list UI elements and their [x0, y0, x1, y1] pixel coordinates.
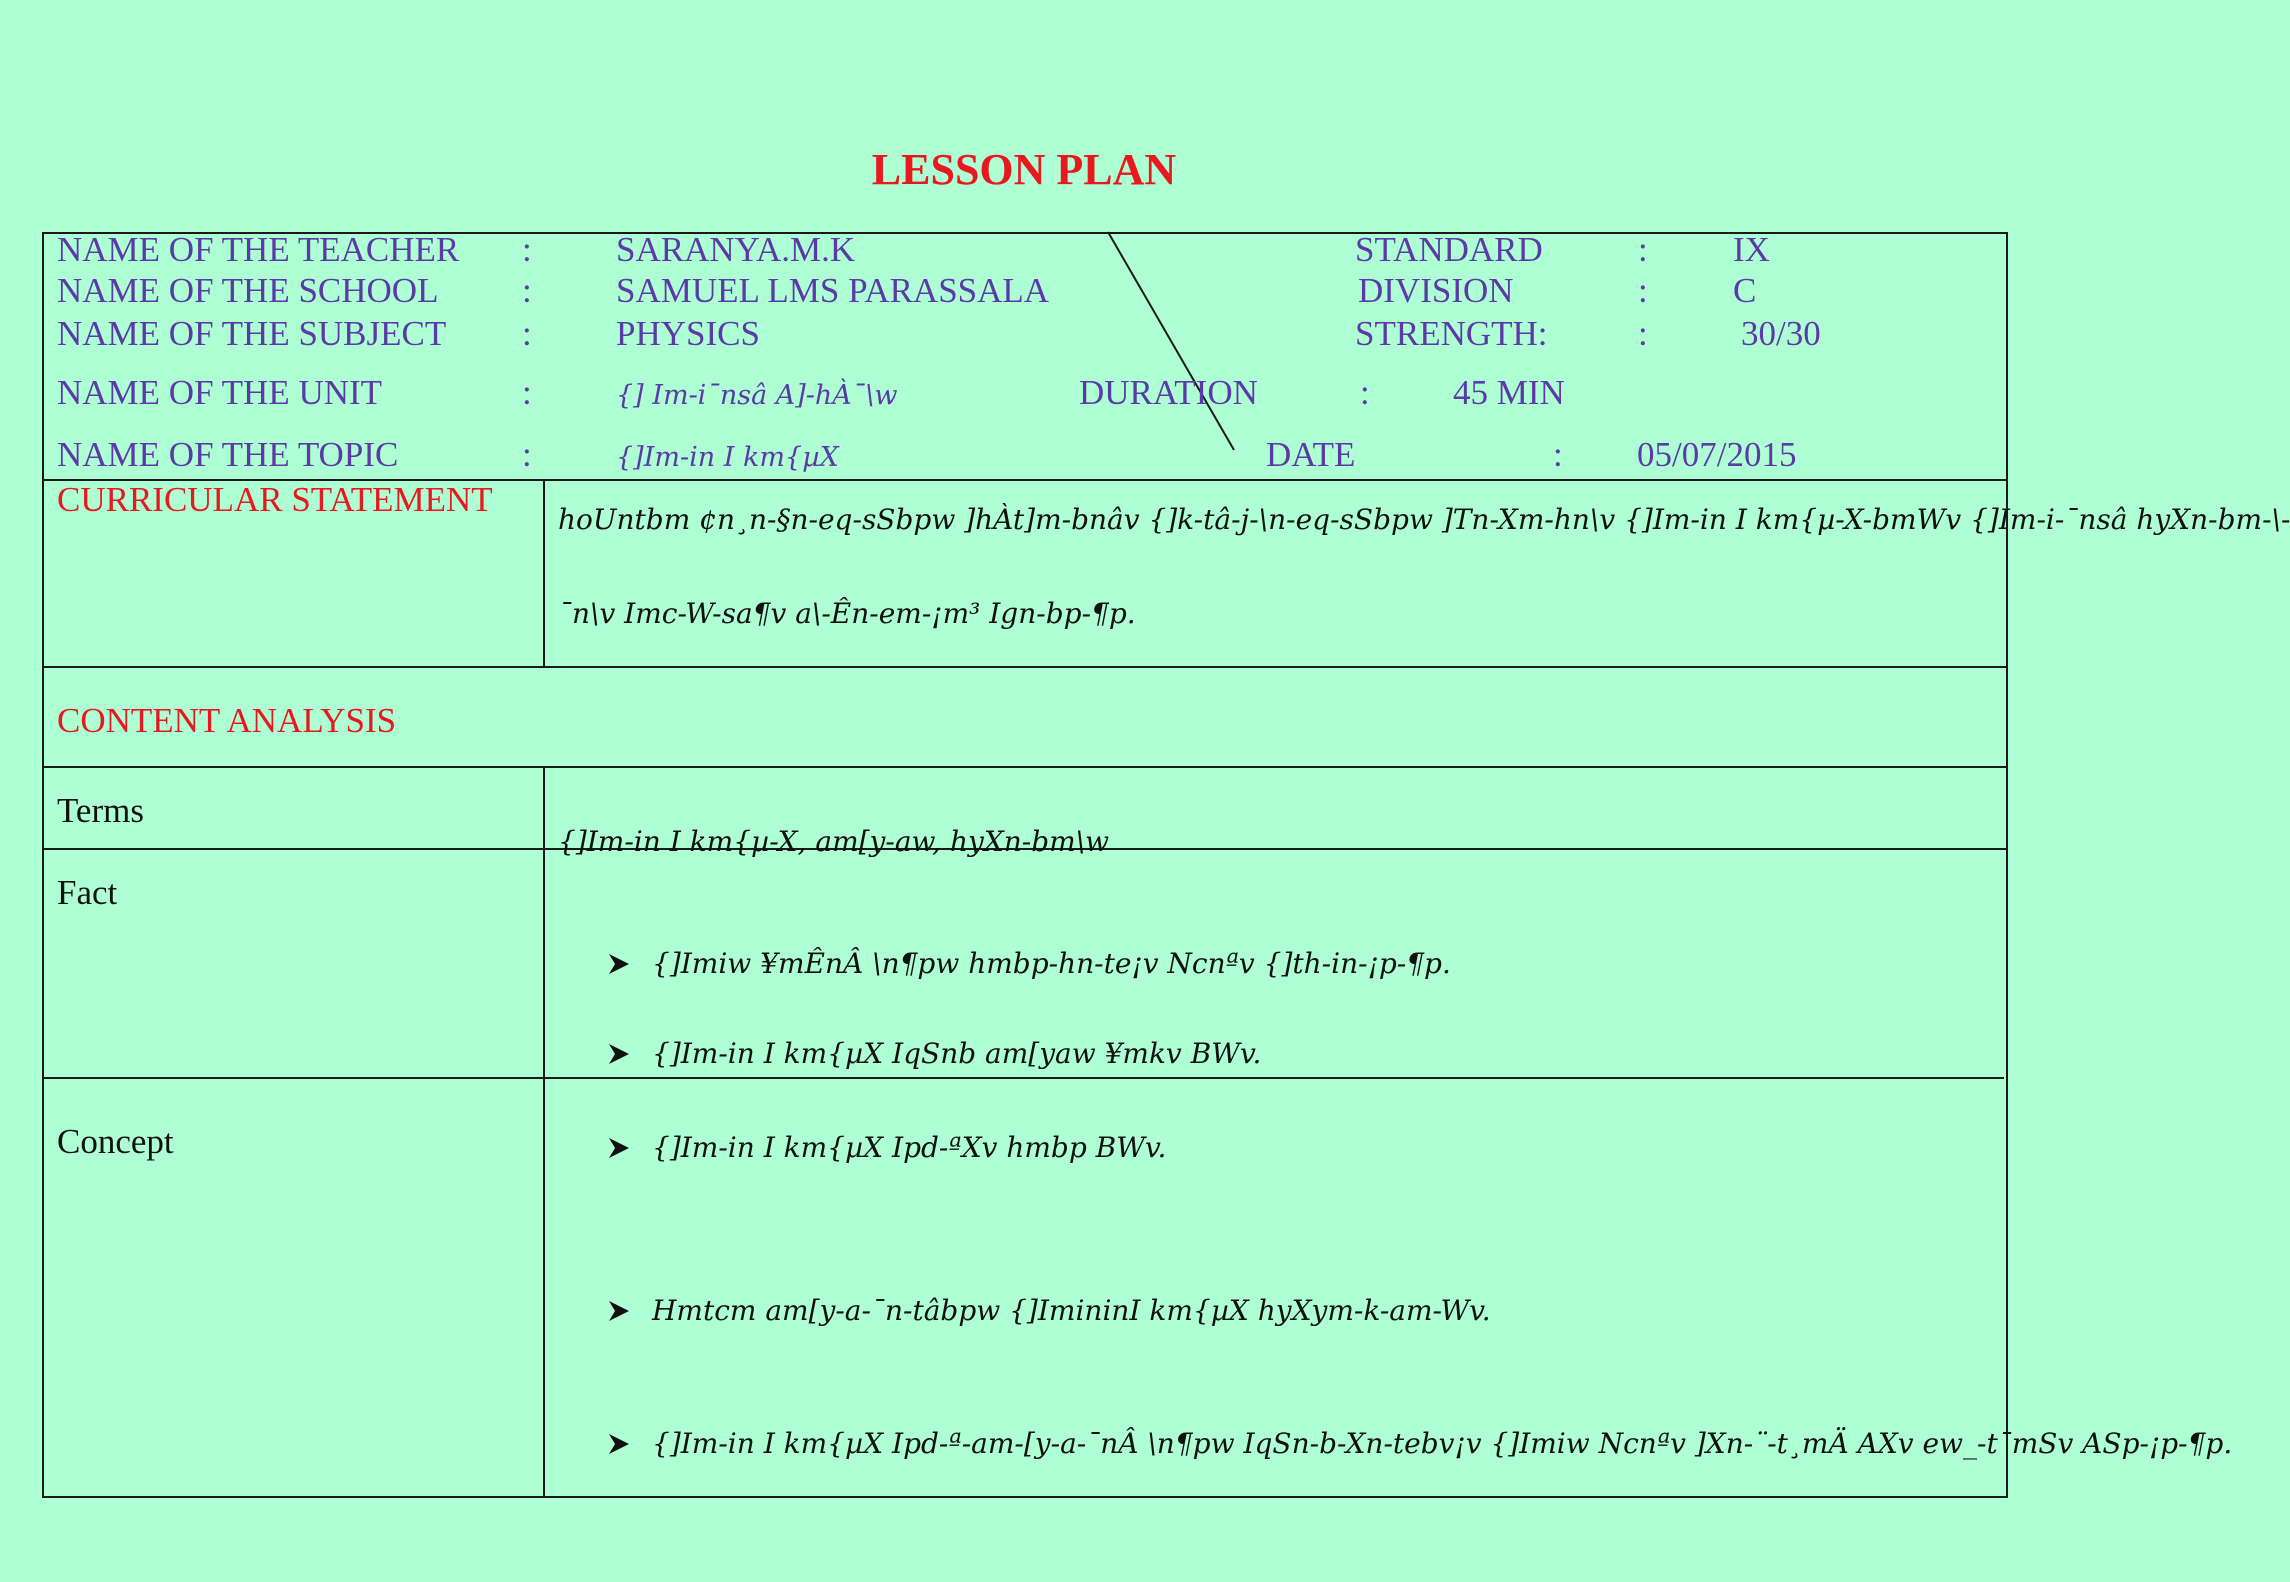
- arrow-bullet-icon: [608, 1433, 630, 1455]
- column-divider: [543, 766, 545, 1498]
- strength-sep: :: [1638, 314, 1648, 353]
- curricular-statement-line-2: ¯n\v Imc-W-sa¶v a\-Ên-em-¡m³ Ign-bp-¶p.: [558, 597, 1136, 630]
- unit-value: {] Im-i¯nsâ A]-hÀ¯\w: [616, 380, 898, 411]
- unit-label: NAME OF THE UNIT: [57, 373, 383, 412]
- teacher-label: NAME OF THE TEACHER: [57, 230, 460, 269]
- arrow-bullet-icon: [608, 953, 630, 975]
- concept-item: [608, 1427, 2232, 1460]
- concept-item-text: {]Im-in I km{µX Ipd-ª-am-[y-a-¯nÂ \n¶pw IqSn-b-Xn-tebv¡v {]Imiw Ncnªv ]Xn-¨-t¸mÄ AXv ew_-t¯mSv ASp-¡p-¶p.: [652, 1427, 2233, 1460]
- curricular-statement-label: CURRICULAR STATEMENT: [57, 480, 493, 519]
- school-sep: :: [522, 271, 532, 310]
- topic-sep: :: [522, 435, 532, 474]
- division-label: DIVISION: [1358, 271, 1514, 310]
- fact-item: [608, 1037, 1261, 1070]
- school-value: SAMUEL LMS PARASSALA: [616, 271, 1050, 310]
- subject-sep: :: [522, 314, 532, 353]
- division-value: C: [1733, 271, 1757, 310]
- arrow-bullet-icon: [608, 1137, 630, 1159]
- date-sep: :: [1553, 435, 1563, 474]
- subject-value: PHYSICS: [616, 314, 760, 353]
- fact-label: Fact: [57, 873, 118, 912]
- row-divider: [42, 766, 2008, 768]
- date-value: 05/07/2015: [1637, 435, 1797, 474]
- arrow-bullet-icon: [608, 1043, 630, 1065]
- diagonal-stroke: [1100, 228, 1240, 454]
- topic-label: NAME OF THE TOPIC: [57, 435, 399, 474]
- standard-label: STANDARD: [1355, 230, 1543, 269]
- standard-value: IX: [1733, 230, 1770, 269]
- date-label: DATE: [1266, 435, 1356, 474]
- arrow-bullet-icon: [608, 1300, 630, 1322]
- topic-value: {]Im-in I km{µX: [616, 442, 839, 473]
- terms-value: {]Im-in I km{µ-X, am[y-aw, hyXn-bm\w: [558, 825, 1110, 858]
- fact-item-text: {]Im-in I km{µX IqSnb am[yaw ¥mkv BWv.: [652, 1037, 1262, 1070]
- terms-label: Terms: [57, 791, 144, 830]
- subject-label: NAME OF THE SUBJECT: [57, 314, 447, 353]
- concept-item-text: Hmtcm am[y-a-¯n-tâbpw {]ImininI km{µX hyXym-k-am-Wv.: [652, 1294, 1491, 1327]
- unit-sep: :: [522, 373, 532, 412]
- fact-item: [608, 947, 1451, 980]
- duration-sep: :: [1360, 373, 1370, 412]
- duration-label: DURATION: [1079, 373, 1258, 412]
- concept-item-text: {]Im-in I km{µX Ipd-ªXv hmbp BWv.: [652, 1131, 1167, 1164]
- curricular-statement-line-1: hoUntbm ¢n¸n-§n-eq-sSbpw ]hÀt]m-bnâv {]k-tâ-j-\n-eq-sSbpw ]Tn-Xm-hn\v {]Im-in I km{µ-X-bmWv {]Im-i-¯nsâ hyXn-bm-\-: [558, 503, 2290, 536]
- duration-value: 45 MIN: [1453, 373, 1565, 412]
- concept-label: Concept: [57, 1122, 174, 1161]
- row-divider: [42, 1077, 2004, 1079]
- fact-item-text: {]Imiw ¥mÊnÂ \n¶pw hmbp-hn-te¡v Ncnªv {]th-in-¡p-¶p.: [652, 947, 1451, 980]
- concept-item: [608, 1294, 1491, 1327]
- column-divider: [543, 479, 545, 666]
- concept-item: [608, 1131, 1166, 1164]
- teacher-sep: :: [522, 230, 532, 269]
- school-label: NAME OF THE SCHOOL: [57, 271, 439, 310]
- division-sep: :: [1638, 271, 1648, 310]
- strength-label: STRENGTH:: [1355, 314, 1548, 353]
- teacher-value: SARANYA.M.K: [616, 230, 856, 269]
- row-divider: [42, 666, 2008, 668]
- content-analysis-label: CONTENT ANALYSIS: [57, 701, 397, 740]
- standard-sep: :: [1638, 230, 1648, 269]
- page-title: LESSON PLAN: [871, 145, 1177, 194]
- strength-value: 30/30: [1741, 314, 1821, 353]
